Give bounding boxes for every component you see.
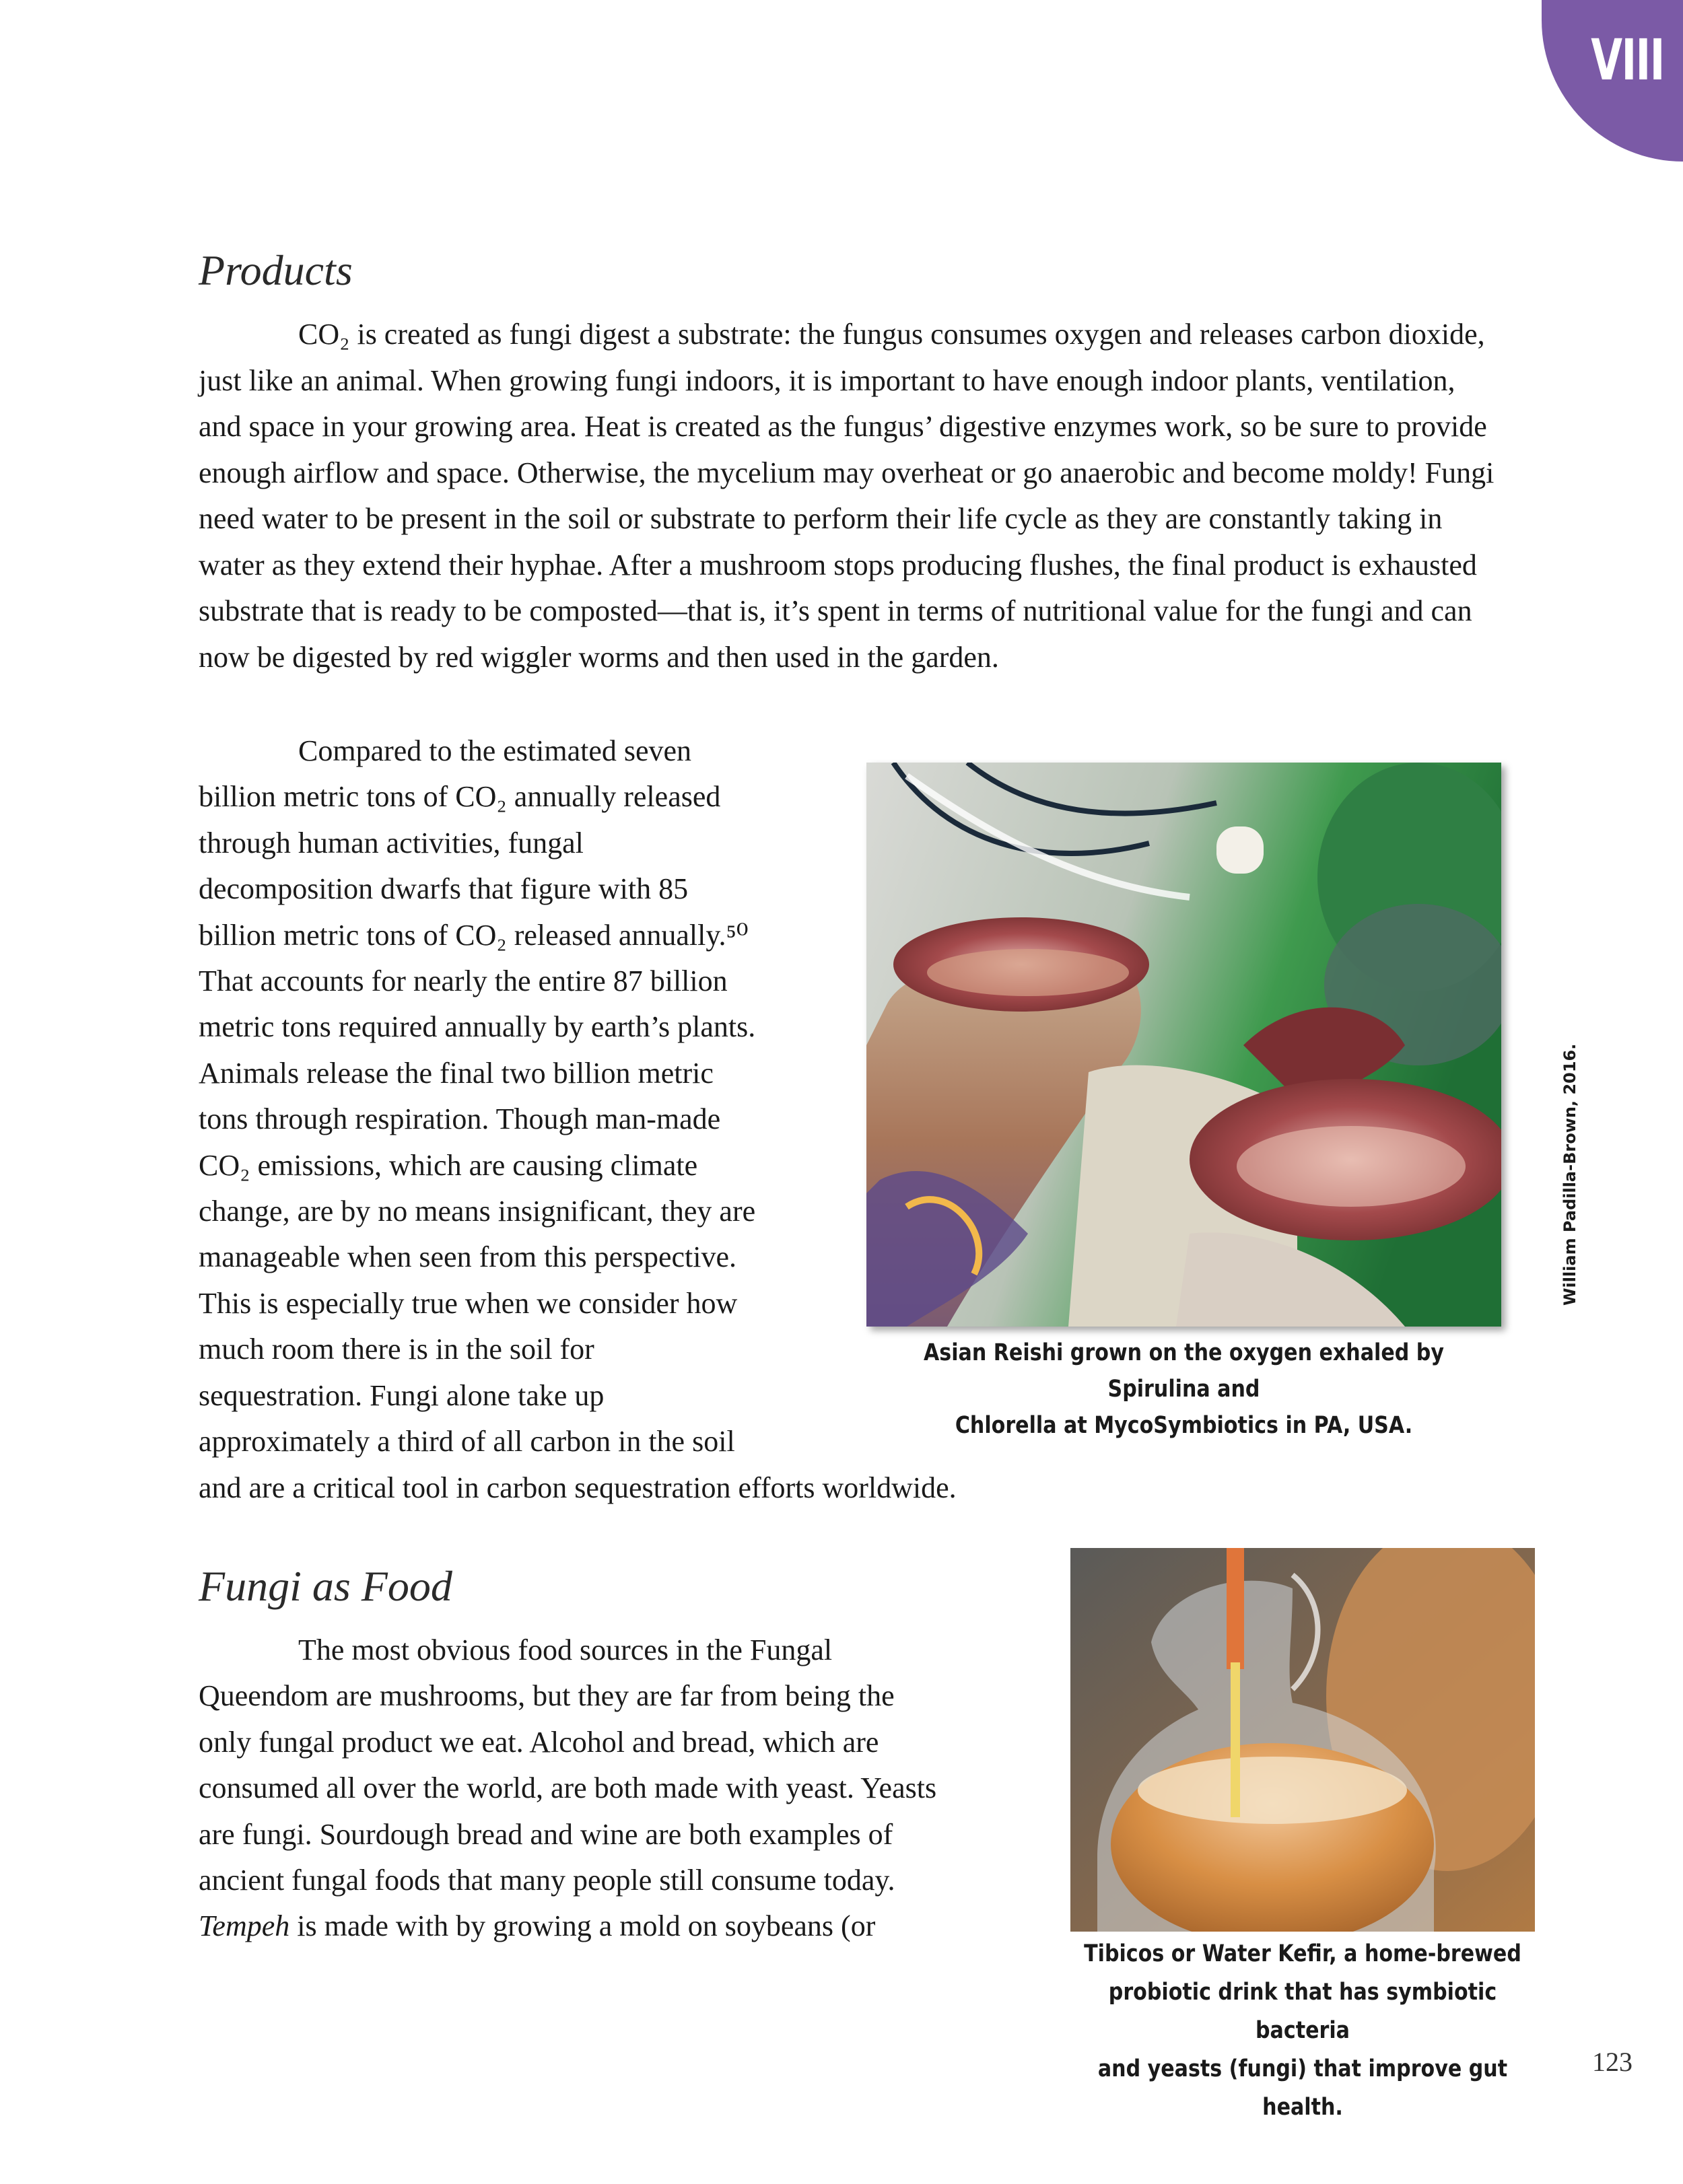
chapter-number: VIII	[1591, 27, 1664, 93]
kefir-caption-line: and yeasts (fungi) that improve gut health.	[1097, 2055, 1508, 2121]
co2-line: and are a critical tool in carbon sequestration efforts worldwide.	[199, 1471, 957, 1504]
co2-line: Compared to the estimated seven	[298, 734, 692, 767]
co2-line: manageable when seen from this perspective.	[199, 1240, 737, 1274]
co2-line: sequestration. Fungi alone take up	[199, 1378, 605, 1412]
co2-line: metric tons required annually by earth’s plants.	[199, 1010, 756, 1044]
co2-line: through human activities, fungal	[199, 826, 584, 859]
co2-line: Animals release the final two billion metric	[199, 1056, 714, 1090]
tempeh-term: Tempeh	[199, 1909, 290, 1943]
co2-line: much room there is in the soil for	[199, 1333, 594, 1366]
food-line	[199, 1903, 1074, 1949]
reishi-caption-line: Asian Reishi grown on the oxygen exhaled by Spirulina and	[924, 1339, 1444, 1403]
kefir-caption-line: Tibicos or Water Kefir, a home-brewed	[1084, 1940, 1521, 1967]
co2-line: change, are by no means insignificant, they are	[199, 1195, 756, 1228]
food-line: ancient fungal foods that many people still consume today.	[199, 1864, 895, 1897]
reishi-illustration	[866, 763, 1501, 1327]
food-line: consumed all over the world, are both made with yeast. Yeasts	[199, 1771, 937, 1805]
co2-line: This is especially true when we consider how	[199, 1286, 738, 1320]
reishi-caption-line: Chlorella at MycoSymbiotics in PA, USA.	[955, 1412, 1413, 1439]
co2-line: CO₂ emissions, which are causing climate	[199, 1148, 698, 1182]
co2-line: decomposition dwarfs that figure with 85	[199, 872, 689, 906]
co2-line: That accounts for nearly the entire 87 billion	[199, 964, 728, 998]
kefir-caption	[1077, 1935, 1529, 2127]
products-paragraph: CO₂ is created as fungi digest a substrate: the fungus consumes oxygen and releases carbon dioxide, just like an animal. When growing fungi indoors, it is important to have enough indoor plants, ventilation, and space in your growing area. Heat is created as the fungus’ digestive enzymes work, so be sure to provide enough airflow and space. Otherwise, the mycelium may overheat or go anaerobic and become moldy! Fungi need water to be present in the soil or substrate to perform their life cycle as they are constantly taking in water as they extend their hyphae. After a mushroom stops producing flushes, the final product is exhausted substrate that is ready to be composted—that is, it’s spent in terms of nutritional value for the fungi and can now be digested by red wiggler worms and then used in the garden.	[199, 318, 1495, 674]
fungi-food-heading: Fungi as Food	[199, 1562, 452, 1610]
co2-line: tons through respiration. Though man-made	[199, 1102, 721, 1136]
photo-credit: William Padilla-Brown, 2016.	[1560, 1043, 1579, 1306]
food-line: only fungal product we eat. Alcohol and bread, which are	[199, 1725, 879, 1759]
kefir-photo	[1070, 1548, 1535, 1932]
food-line: The most obvious food sources in the Fungal	[298, 1633, 833, 1666]
food-line-rest: is made with by growing a mold on soybeans (or	[289, 1909, 876, 1943]
food-paragraph	[199, 1627, 1074, 1950]
reishi-photo	[866, 763, 1501, 1327]
products-heading: Products	[199, 246, 353, 294]
co2-line: approximately a third of all carbon in the soil	[199, 1425, 735, 1458]
food-line: are fungi. Sourdough bread and wine are both examples of	[199, 1817, 893, 1851]
page-number: 123	[1592, 2047, 1633, 2077]
co2-line: billion metric tons of CO₂ released annually.⁵⁰	[199, 918, 749, 952]
reishi-caption	[911, 1335, 1457, 1444]
chapter-tab	[1542, 0, 1683, 162]
kefir-illustration	[1070, 1548, 1535, 1932]
co2-line: billion metric tons of CO₂ annually released	[199, 780, 721, 814]
kefir-caption-line: probiotic drink that has symbiotic bacteria	[1108, 1979, 1497, 2044]
food-line: Queendom are mushrooms, but they are far from being the	[199, 1679, 895, 1713]
